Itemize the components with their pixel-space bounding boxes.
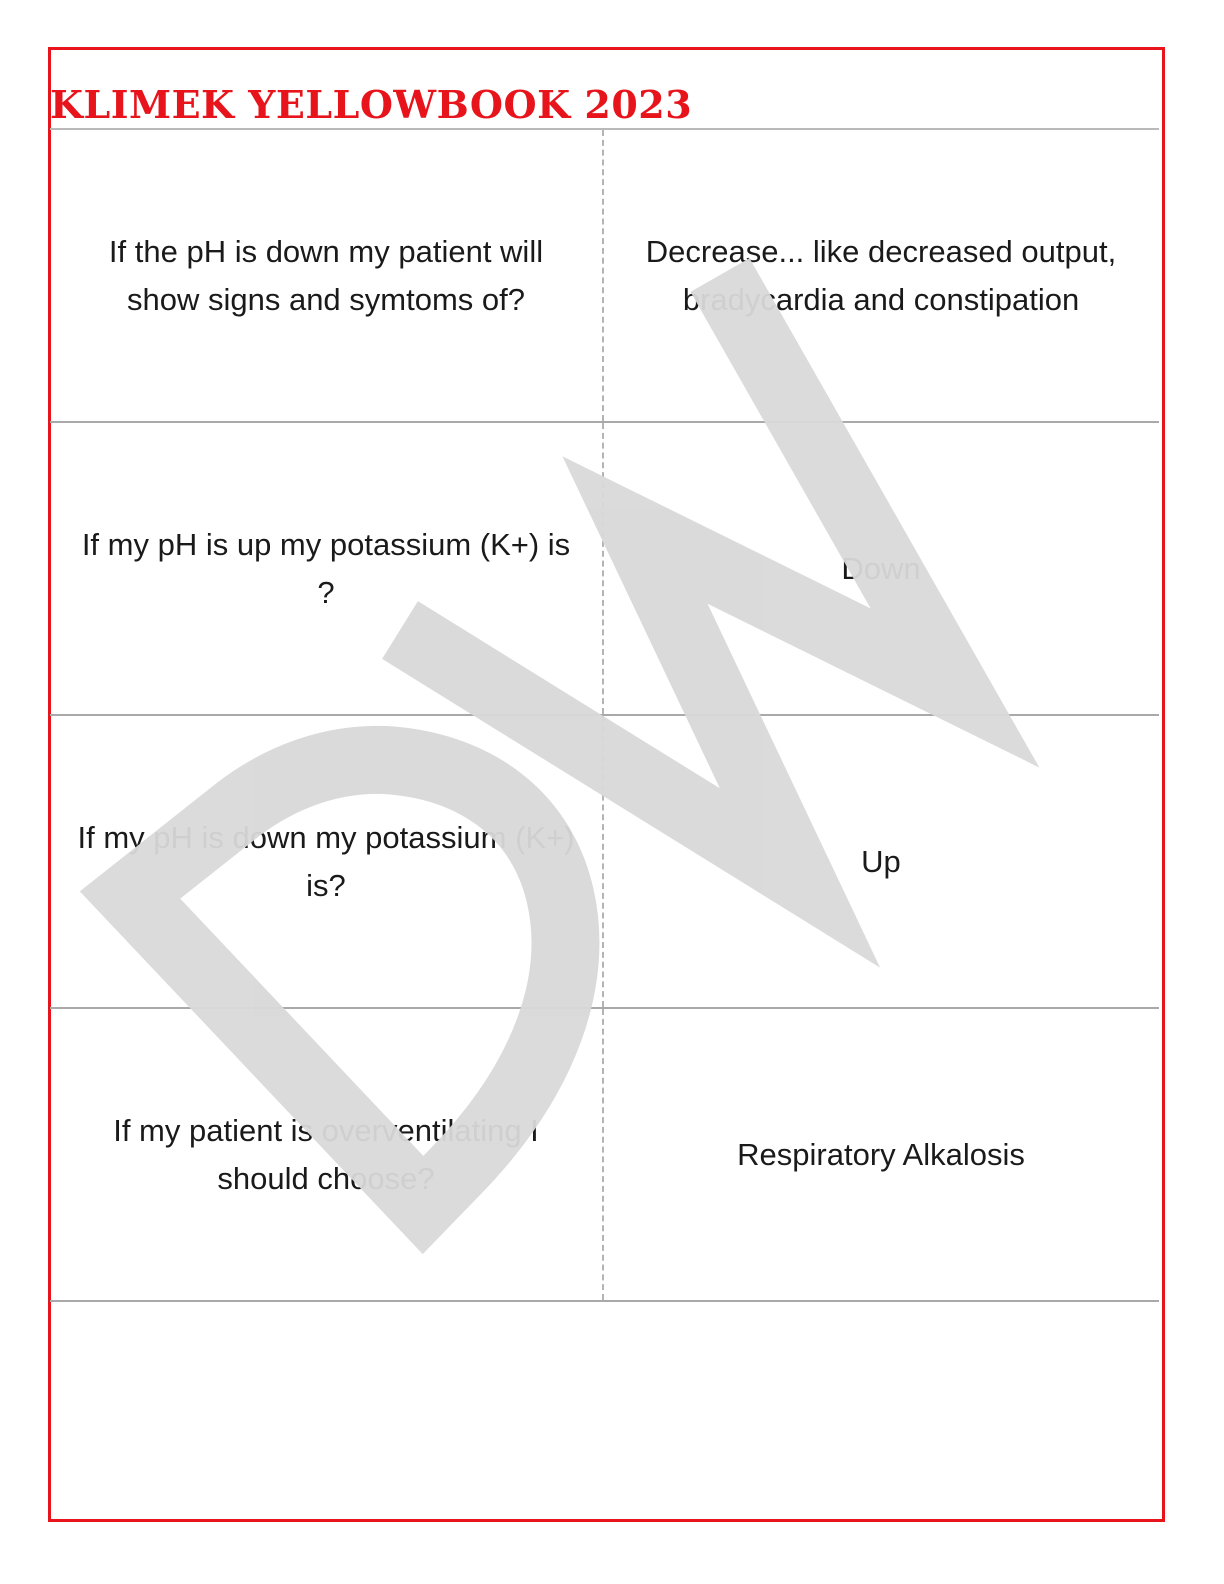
question-text: If my pH is down my potassium (K+) is? [77,819,575,903]
flashcard-row [50,130,1159,423]
flashcard-answer [604,716,1158,1007]
flashcard-row [50,716,1159,1009]
flashcard-question [50,130,604,421]
flashcard-answer [604,1009,1158,1300]
question-text: If the pH is down my patient will show signs and symtoms of? [108,233,544,317]
question-text: If my pH is up my potassium (K+) is ? [81,526,571,610]
answer-text: Decrease... like decreased output, bradycardia and constipation [645,233,1117,317]
document-title: KLIMEK YELLOWBOOK 2023 [50,82,693,127]
flashcard-question [50,716,604,1007]
answer-text: Down [841,550,921,586]
flashcard-row [50,423,1159,716]
flashcard-answer [604,423,1158,714]
flashcard-table [50,128,1159,1302]
answer-text: Respiratory Alkalosis [737,1136,1025,1172]
flashcard-row [50,1009,1159,1302]
question-text: If my patient is overventilating I should choose? [113,1112,539,1196]
flashcard-question [50,1009,604,1300]
flashcard-answer [604,130,1158,421]
answer-text: Up [861,843,901,879]
flashcard-question [50,423,604,714]
